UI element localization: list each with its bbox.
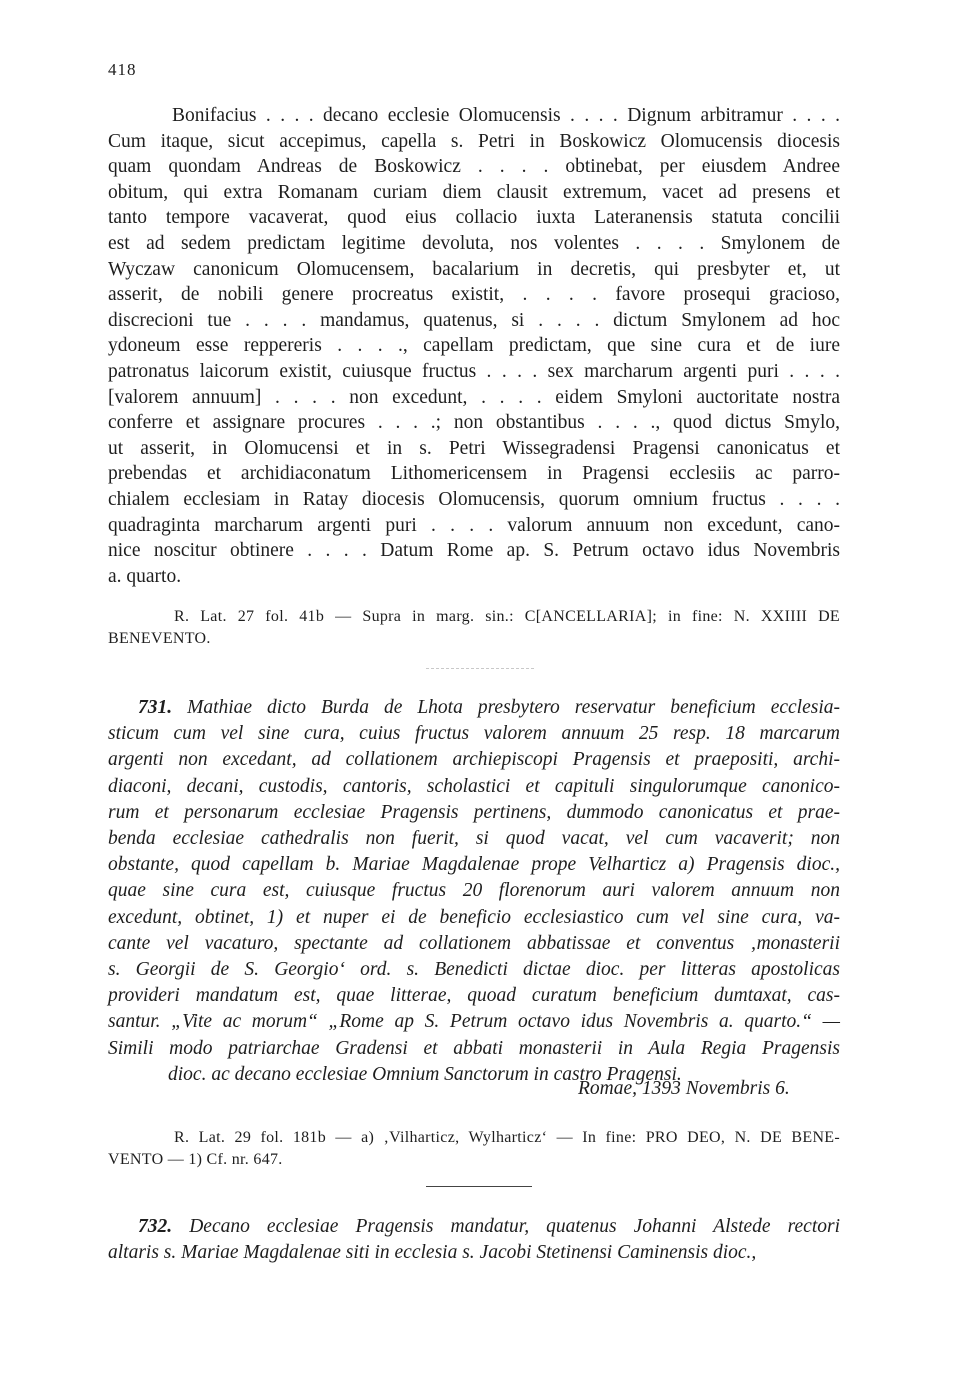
note-line: BENEVENTO.: [108, 630, 211, 647]
text-line: cante vel vacaturo, spectante ad collationem abbatissae et conventus ‚monasterii: [108, 932, 840, 954]
text-line: quam quondam Andreas de Boskowicz . . . . obtinebat, per eiusdem Andree: [108, 156, 840, 178]
text-line: tanto tempore vacaverat, quod eius collacio iuxta Lateranensis statuta concilii: [108, 207, 840, 229]
text-line: ydoneum esse reppereris . . . ., capellam predictam, que sine cura et de iure: [108, 335, 840, 357]
text-line: [108, 1214, 840, 1240]
text-line: benda ecclesiae cathedralis non fuerit, si quod vacat, vel cum vacaverit; non: [108, 828, 840, 850]
text-line: obstante, quod capellam b. Mariae Magdalenae prope Velharticz a) Pragensis dioc.,: [108, 854, 840, 876]
text-line: [108, 695, 840, 721]
source-note: [108, 606, 840, 650]
text-line: Simili modo patriarchae Gradensi et abbati monasterii in Aula Regia Pragensis: [108, 1037, 840, 1059]
text-line: excedunt, obtinet, 1) et nuper ei de beneficio ecclesiastico cum vel sine cura, va-: [108, 906, 840, 928]
text-line: quae sine cura est, cuiusque fructus 20 florenorum auri valorem annuum non: [108, 880, 840, 902]
text-line: est ad sedem predictam legitime devoluta, nos volentes . . . . Smylonem de: [108, 232, 840, 254]
text-line: argenti non excedant, ad collationem archiepiscopi Pragensis et praepositi, archi-: [108, 749, 840, 771]
text-line: altaris s. Mariae Magdalenae siti in ecclesia s. Jacobi Stetinensi Caminensis dioc.,: [108, 1242, 757, 1264]
text-line: asserit, de nobili genere procreatus existit, . . . . favore prosequi gracioso,: [108, 284, 840, 306]
text-line: nice noscitur obtinere . . . . Datum Rome ap. S. Petrum octavo idus Novembris: [108, 540, 840, 562]
note-line: VENTO — 1) Cf. nr. 647.: [108, 1151, 283, 1168]
text-line: patronatus laicorum existit, cuiusque fructus . . . . sex marcharum argenti puri . . . .: [108, 360, 840, 382]
entry-number: 731.: [138, 697, 173, 718]
text-line: provideri mandatum est, quae litterae, quoad curatum beneficium dumtaxat, cas-: [108, 985, 840, 1007]
text-line: rum et personarum ecclesiae Pragensis pertinens, dummodo canonicatus et prae-: [108, 801, 840, 823]
text-line: a. quarto.: [108, 565, 182, 587]
text-line: Cum itaque, sicut accepimus, capella s. Petri in Boskowicz Olomucensis diocesis: [108, 130, 840, 152]
text-line: diaconi, decani, custodis, cantoris, scholastici et capituli singulorumque canonico-: [108, 775, 840, 797]
letter-text: [108, 103, 840, 589]
entry-number: 732.: [138, 1216, 173, 1237]
text-line: Bonifacius . . . . decano ecclesie Olomucensis . . . . Dignum arbitramur . . . .: [172, 105, 840, 126]
text-line: prebendas et archidiaconatum Lithomericensem in Pragensi ecclesiis ac parro-: [108, 463, 840, 485]
text-line: discrecioni tue . . . . mandamus, quatenus, si . . . . dictum Smylonem ad hoc: [108, 309, 840, 331]
text-line: [valorem annuum] . . . . non excedunt, . . . . eidem Smyloni auctoritate nostra: [108, 386, 840, 408]
text-line: quadraginta marcharum argenti puri . . . . valorum annuum non excedunt, cano-: [108, 514, 840, 536]
text-line: santur. „Vite ac morum“ „Rome ap S. Petrum octavo idus Novembris a. quarto.“ —: [108, 1011, 840, 1033]
text-line: s. Georgii de S. Georgio‘ ord. s. Benedicti dictae dioc. per litteras apostolicas: [108, 959, 840, 981]
note-line: R. Lat. 27 fol. 41b — Supra in marg. sin.: C[ANCELLARIA]; in fine: N. XXIIII DE: [174, 608, 840, 625]
section-divider: [426, 1186, 532, 1187]
text-line: obitum, qui extra Romanam curiam diem clausit extremum, vacet ad presens et: [108, 181, 840, 203]
text-line: sticum cum vel sine cura, cuius fructus valorem annuum 25 resp. 18 marcarum: [108, 723, 840, 745]
text-line: dioc. ac decano ecclesiae Omnium Sanctorum in castro Pragensi.: [168, 1063, 682, 1085]
text-line: conferre et assignare procures . . . .; non obstantibus . . . ., quod dictus Smylo,: [108, 412, 840, 434]
section-divider: [426, 668, 534, 669]
regest-line: Decano ecclesiae Pragensis mandatur, quatenus Johanni Alstede rectori: [189, 1216, 840, 1237]
page-number: 418: [108, 60, 137, 79]
date-line: Romae, 1393 Novembris 6.: [578, 1078, 790, 1099]
text-line: ut asserit, in Olomucensi et in s. Petri Wissegradensi Pragensi canonicatus et: [108, 437, 840, 459]
regest-line: Mathiae dicto Burda de Lhota presbytero reservatur beneficium ecclesia-: [187, 697, 840, 718]
entry-732-regest: [108, 1214, 840, 1266]
text-line: chialem ecclesiam in Ratay diocesis Olomucensis, quorum omnium fructus . . . .: [108, 488, 840, 510]
text-line: Wyczaw canonicum Olomucensem, bacalarium in decretis, qui presbyter et, ut: [108, 258, 840, 280]
source-note: [108, 1127, 840, 1171]
note-line: R. Lat. 29 fol. 181b — a) ‚Vilharticz, Wylharticz‘ — In fine: PRO DEO, N. DE BENE-: [174, 1129, 840, 1146]
entry-731-regest: [108, 695, 840, 1088]
